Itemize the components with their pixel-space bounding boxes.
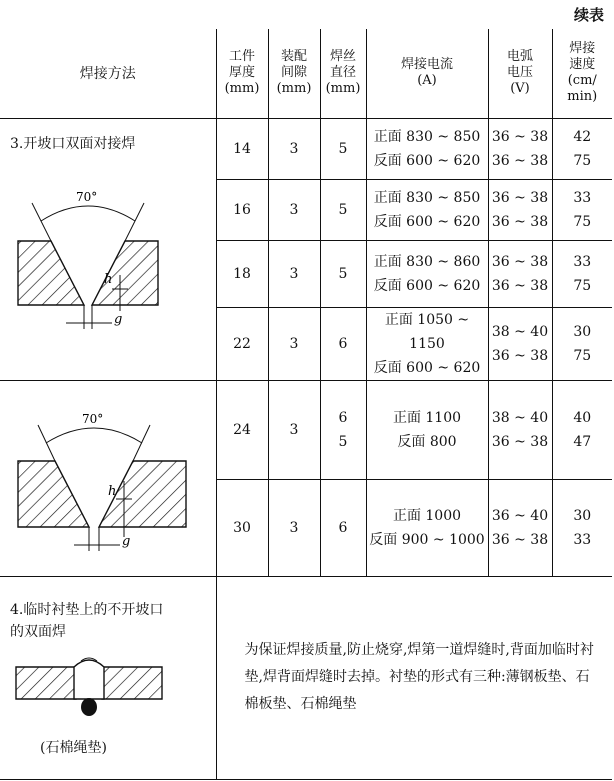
method-header: 焊接方法 bbox=[79, 66, 136, 83]
angle-label-1: 70° bbox=[76, 189, 98, 204]
section3-title: 3.开坡口双面对接焊 bbox=[10, 135, 136, 152]
gap-cell: 3 bbox=[268, 479, 320, 576]
current-back: 反面 600 ~ 620 bbox=[373, 359, 481, 376]
current-front: 正面 1100 bbox=[392, 409, 462, 426]
voltage-cell bbox=[488, 479, 552, 576]
thickness-cell: 14 bbox=[216, 118, 268, 179]
voltage-front: 36 ~ 38 bbox=[491, 253, 549, 270]
voltage-cell bbox=[488, 179, 552, 240]
col-wire bbox=[320, 29, 366, 118]
speed-back: 75 bbox=[573, 347, 592, 364]
speed-back: 47 bbox=[573, 433, 592, 450]
col-current bbox=[366, 29, 488, 118]
current-cell bbox=[366, 307, 488, 380]
current-h2: (A) bbox=[417, 73, 437, 89]
wire-h3: (mm) bbox=[325, 81, 361, 97]
col-method bbox=[0, 29, 216, 118]
speed-cell bbox=[552, 479, 612, 576]
current-cell bbox=[366, 118, 488, 179]
thickness-h3: (mm) bbox=[224, 81, 260, 97]
current-back: 反面 600 ~ 620 bbox=[373, 277, 481, 294]
speed-back: 75 bbox=[573, 152, 592, 169]
backing-diagram bbox=[14, 649, 174, 719]
voltage-back: 36 ~ 38 bbox=[491, 347, 549, 364]
thickness-cell: 22 bbox=[216, 307, 268, 380]
voltage-front: 38 ~ 40 bbox=[491, 409, 549, 426]
speed-h4: min) bbox=[567, 89, 598, 105]
current-back: 反面 900 ~ 1000 bbox=[369, 531, 485, 548]
speed-front: 40 bbox=[573, 409, 592, 426]
section4-title-2: 的双面焊 bbox=[10, 623, 66, 640]
welding-params-table bbox=[0, 29, 612, 780]
section4-cell bbox=[0, 576, 216, 779]
wire-h1: 焊丝 bbox=[329, 49, 356, 65]
wire-cell: 6 bbox=[320, 307, 366, 380]
section4-note: 为保证焊接质量,防止烧穿,焊第一道焊缝时,背面加临时衬垫,焊背面焊缝时去掉。衬垫的形式有三种:薄钢板垫、石棉板垫、石棉绳垫 bbox=[216, 576, 612, 779]
speed-front: 30 bbox=[573, 507, 592, 524]
current-front: 正面 1050 ~ 1150 bbox=[384, 311, 470, 352]
voltage-back: 36 ~ 38 bbox=[491, 433, 549, 450]
thickness-cell: 16 bbox=[216, 179, 268, 240]
section3-cell bbox=[0, 118, 216, 380]
speed-front: 42 bbox=[573, 128, 592, 145]
voltage-cell bbox=[488, 380, 552, 479]
table-row bbox=[0, 380, 612, 479]
current-front: 正面 830 ~ 850 bbox=[373, 189, 481, 206]
g-label-2: g bbox=[122, 534, 131, 549]
groove-diagram-2 bbox=[8, 403, 208, 553]
table-row bbox=[0, 118, 612, 179]
voltage-h3: (V) bbox=[510, 81, 530, 97]
gap-h3: (mm) bbox=[276, 81, 312, 97]
voltage-back: 36 ~ 38 bbox=[491, 531, 549, 548]
speed-cell bbox=[552, 118, 612, 179]
table-row bbox=[0, 576, 612, 779]
speed-cell bbox=[552, 380, 612, 479]
speed-back: 33 bbox=[573, 531, 592, 548]
continued-label: 续表 bbox=[573, 6, 604, 24]
speed-cell bbox=[552, 179, 612, 240]
current-front: 正面 830 ~ 850 bbox=[373, 128, 481, 145]
current-back: 反面 600 ~ 620 bbox=[373, 152, 481, 169]
voltage-h1: 电弧 bbox=[506, 49, 533, 65]
gap-cell: 3 bbox=[268, 179, 320, 240]
gap-h1: 装配 bbox=[280, 49, 307, 65]
voltage-front: 36 ~ 38 bbox=[491, 189, 549, 206]
col-thickness bbox=[216, 29, 268, 118]
current-front: 正面 830 ~ 860 bbox=[373, 253, 481, 270]
speed-cell bbox=[552, 240, 612, 307]
gap-cell: 3 bbox=[268, 118, 320, 179]
speed-cell bbox=[552, 307, 612, 380]
voltage-cell bbox=[488, 307, 552, 380]
voltage-back: 36 ~ 38 bbox=[491, 152, 549, 169]
speed-front: 33 bbox=[573, 189, 592, 206]
g-label-1: g bbox=[114, 311, 123, 327]
wire-cell: 5 bbox=[320, 240, 366, 307]
gap-cell: 3 bbox=[268, 240, 320, 307]
current-front: 正面 1000 bbox=[392, 507, 462, 524]
voltage-back: 36 ~ 38 bbox=[491, 213, 549, 230]
h-label-2: h bbox=[108, 484, 117, 499]
col-gap bbox=[268, 29, 320, 118]
wire-cell: 5 bbox=[320, 179, 366, 240]
thickness-cell: 30 bbox=[216, 479, 268, 576]
header-row bbox=[0, 29, 612, 118]
current-cell bbox=[366, 479, 488, 576]
speed-front: 30 bbox=[573, 323, 592, 340]
gap-cell: 3 bbox=[268, 380, 320, 479]
speed-back: 75 bbox=[573, 213, 592, 230]
speed-back: 75 bbox=[573, 277, 592, 294]
wire-front: 6 bbox=[338, 409, 348, 426]
groove-diagram-1 bbox=[8, 183, 208, 333]
wire-back: 5 bbox=[338, 433, 348, 450]
thickness-cell: 24 bbox=[216, 380, 268, 479]
backing-caption: (石棉绳垫) bbox=[40, 739, 107, 756]
voltage-front: 38 ~ 40 bbox=[491, 323, 549, 340]
voltage-cell bbox=[488, 240, 552, 307]
wire-cell: 6 bbox=[320, 479, 366, 576]
col-speed bbox=[552, 29, 612, 118]
current-back: 反面 800 bbox=[397, 433, 457, 450]
h-label-1: h bbox=[104, 271, 113, 287]
section4-title-1: 4.临时衬垫上的不开坡口 bbox=[10, 601, 164, 618]
speed-h1: 焊接 bbox=[569, 41, 596, 57]
current-back: 反面 600 ~ 620 bbox=[373, 213, 481, 230]
voltage-back: 36 ~ 38 bbox=[491, 277, 549, 294]
current-h1: 焊接电流 bbox=[400, 57, 453, 73]
gap-h2: 间隙 bbox=[280, 65, 307, 81]
current-cell bbox=[366, 179, 488, 240]
thickness-h1: 工件 bbox=[228, 49, 255, 65]
col-voltage bbox=[488, 29, 552, 118]
current-cell bbox=[366, 240, 488, 307]
speed-front: 33 bbox=[573, 253, 592, 270]
voltage-h2: 电压 bbox=[506, 65, 533, 81]
thickness-cell: 18 bbox=[216, 240, 268, 307]
groove-diagram-2-cell bbox=[0, 380, 216, 576]
angle-label-2: 70° bbox=[82, 412, 104, 426]
voltage-front: 36 ~ 38 bbox=[491, 128, 549, 145]
speed-h2: 速度 bbox=[569, 57, 596, 73]
voltage-front: 36 ~ 40 bbox=[491, 507, 549, 524]
wire-cell bbox=[320, 380, 366, 479]
wire-cell: 5 bbox=[320, 118, 366, 179]
current-cell bbox=[366, 380, 488, 479]
wire-h2: 直径 bbox=[329, 65, 356, 81]
voltage-cell bbox=[488, 118, 552, 179]
gap-cell: 3 bbox=[268, 307, 320, 380]
thickness-h2: 厚度 bbox=[228, 65, 255, 81]
speed-h3: (cm/ bbox=[567, 73, 597, 89]
